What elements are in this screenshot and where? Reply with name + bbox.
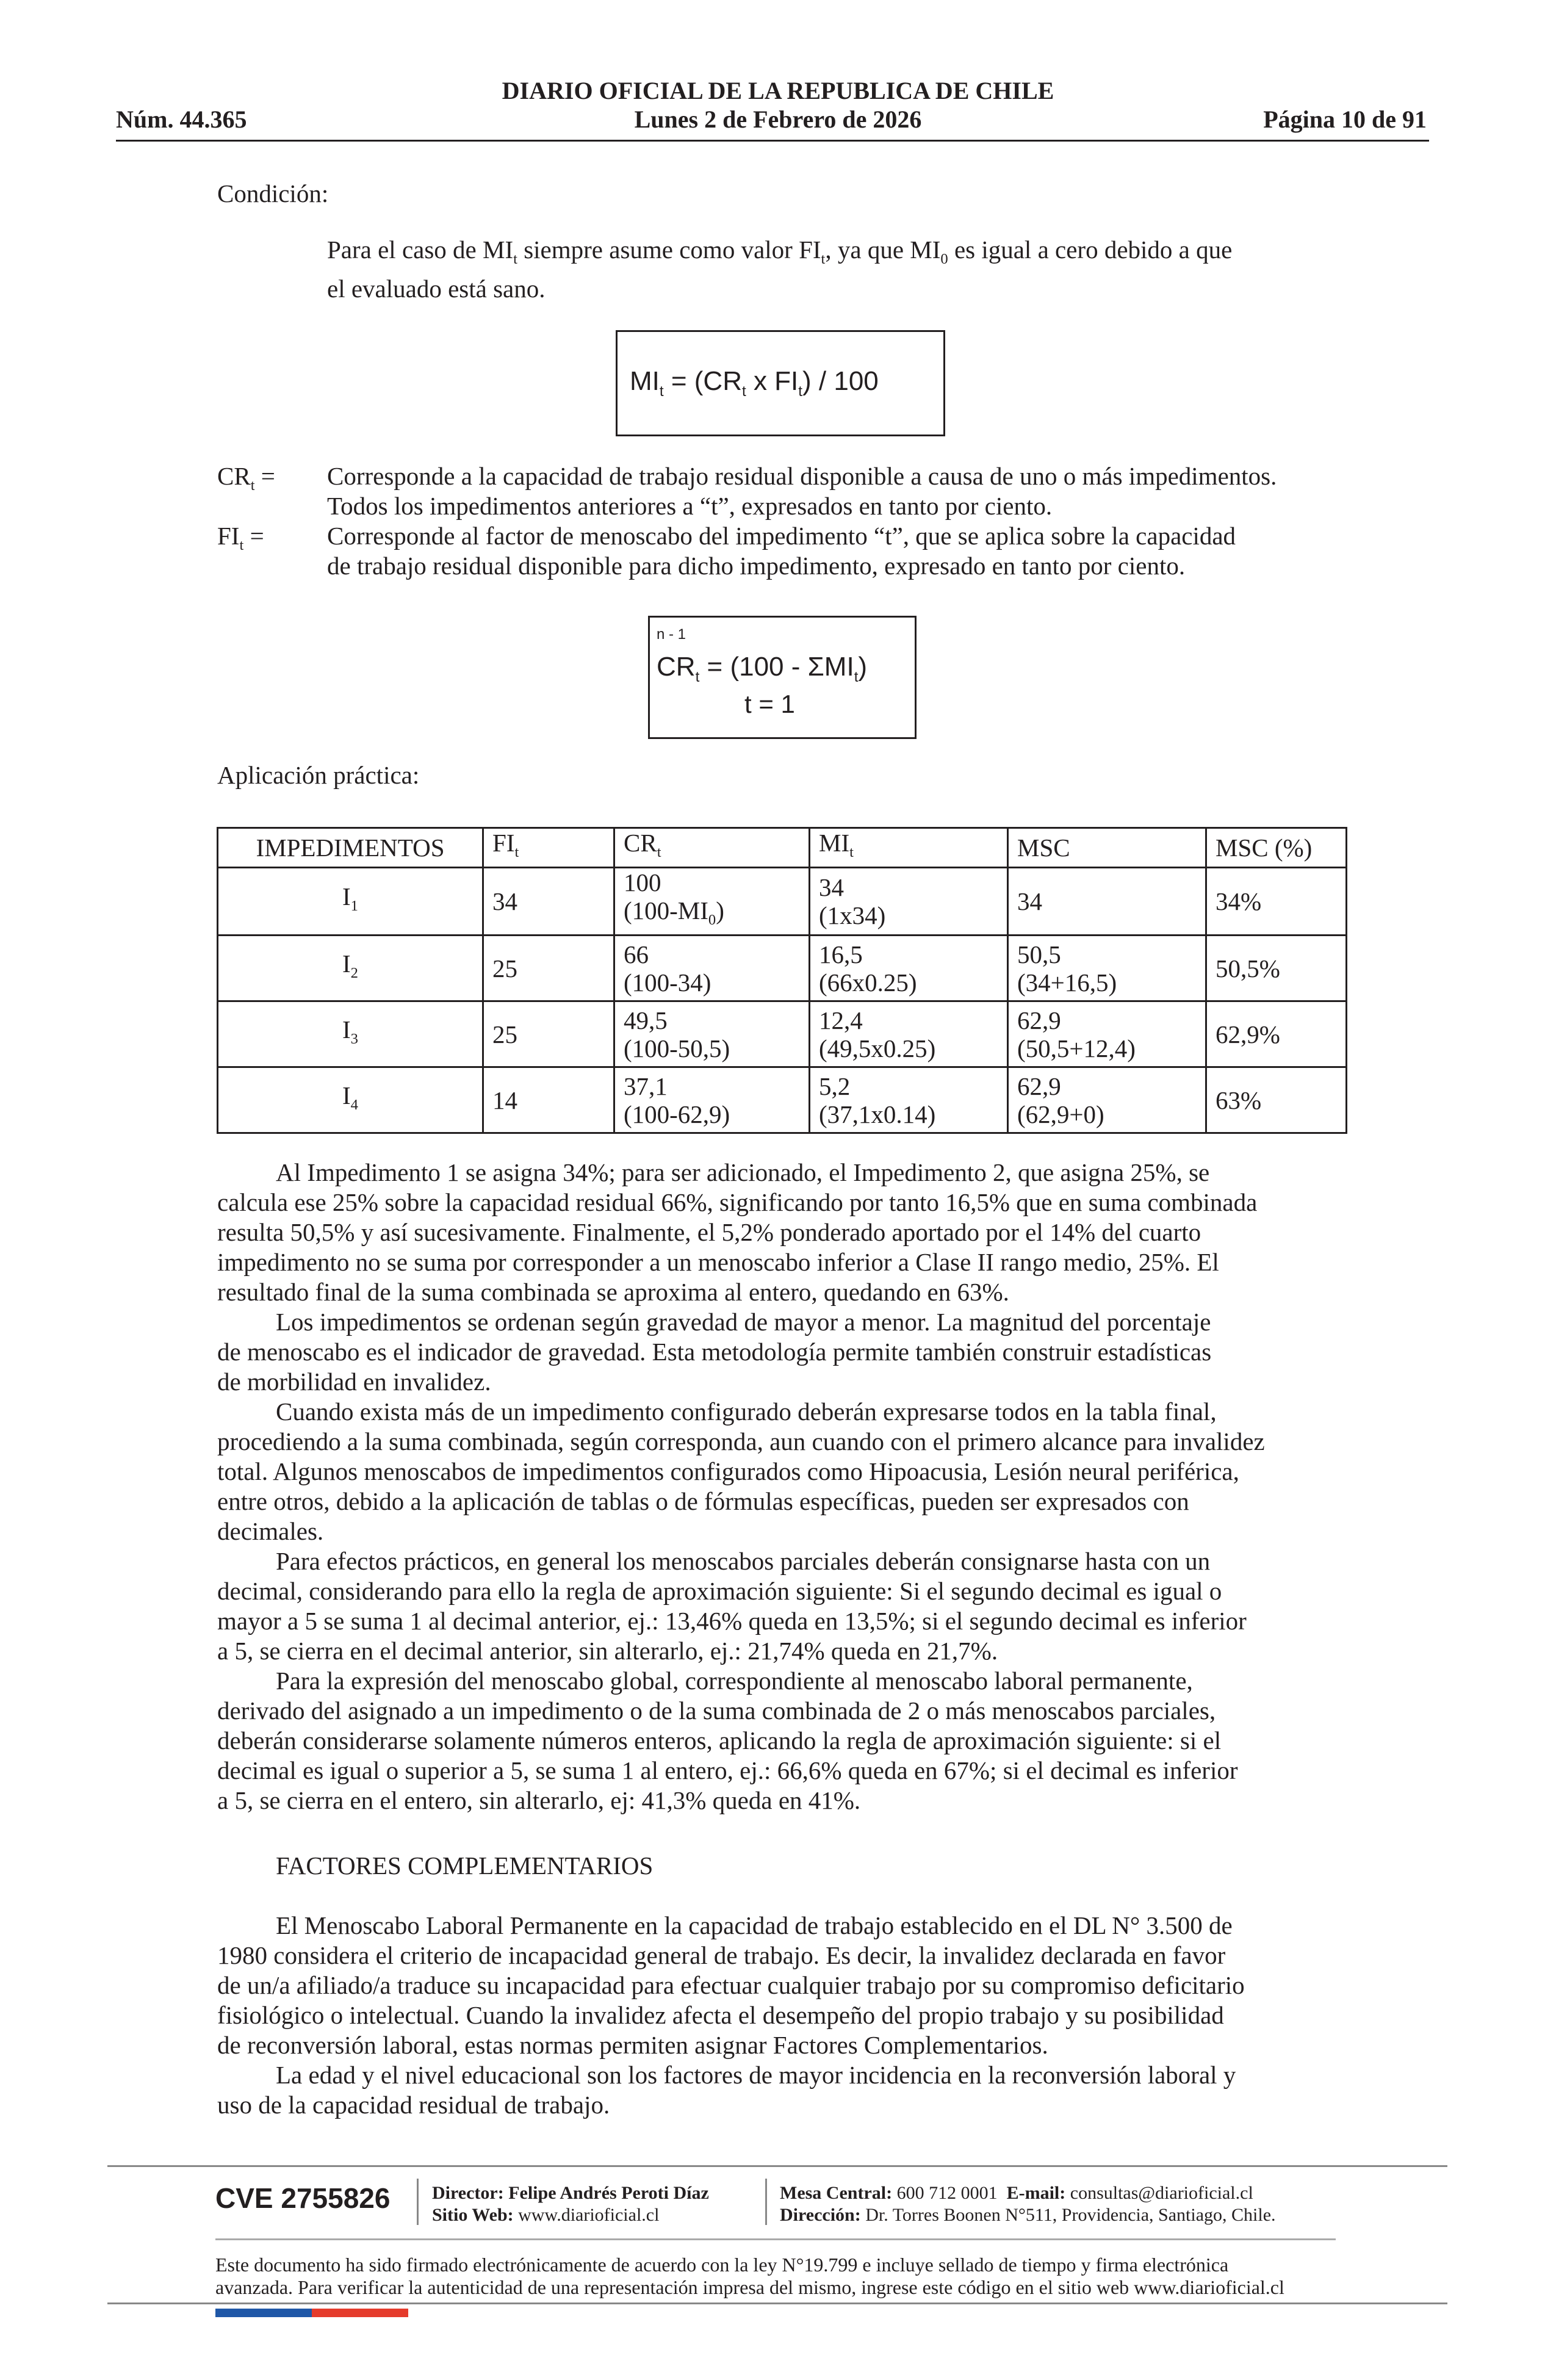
body-text xyxy=(217,1158,1343,1816)
fi-cell: 25 xyxy=(483,936,614,1001)
mi-cell: 5,2 (37,1x0.14) xyxy=(810,1067,1008,1133)
sum-upper-limit: n - 1 xyxy=(657,626,686,643)
sum-lower-limit: t = 1 xyxy=(744,690,795,718)
issue-number: Núm. 44.365 xyxy=(116,106,247,133)
header-mi: $MI_t$ xyxy=(810,828,1008,868)
cr-label: $CR_t$ = xyxy=(217,462,275,494)
table-row xyxy=(218,868,1347,936)
header-cr: $CR_t$ xyxy=(614,828,810,868)
footer-divider xyxy=(765,2179,767,2225)
fi-cell: 25 xyxy=(483,1001,614,1067)
impedimento-cell: $I_4$ xyxy=(218,1067,483,1133)
header-rule xyxy=(116,140,1429,142)
cve-code: CVE 2755826 xyxy=(215,2182,391,2214)
msc-percent-cell: 63% xyxy=(1206,1067,1347,1133)
paragraph: Cuando exista más de un impedimento configurado deberán expresarse todos en la tabla final, procediendo a la suma combinada, según corresponda, aun cuando con el primero alcance para invalidez total. Algunos menoscabos de impedimentos configurados como Hipoacusia, Lesión neural periférica, entre otros, debido a la aplicación de tablas o de fórmulas específicas, pueden ser expresados con decimales. xyxy=(217,1397,1265,1545)
aplicacion-label: Aplicación práctica: xyxy=(217,761,420,789)
formula-cr-box xyxy=(648,616,917,739)
footer-contact: Mesa Central: 600 712 0001 E-mail: consultas@diarioficial.cl Dirección: Dr. Torres Boonen N°511, Providencia, Santiago, Chile. xyxy=(780,2183,1276,2225)
formula-cr: $CR_t = (100 - \Sigma MI_t)$ xyxy=(657,652,868,685)
header-impedimentos: IMPEDIMENTOS xyxy=(218,828,483,868)
header-msc: MSC xyxy=(1008,828,1206,868)
table-header-row xyxy=(218,828,1347,868)
cr-cell: 66 (100-34) xyxy=(614,936,810,1001)
mi-cell: 16,5 (66x0.25) xyxy=(810,936,1008,1001)
footer-top-rule xyxy=(107,2165,1447,2167)
footer-mid-rule xyxy=(215,2238,1336,2240)
msc-percent-cell: 50,5% xyxy=(1206,936,1347,1001)
impedimento-cell: $I_1$ xyxy=(218,868,483,936)
table-row xyxy=(218,1067,1347,1133)
flag-stripe-red xyxy=(312,2309,408,2317)
msc-percent-cell: 34% xyxy=(1206,868,1347,936)
paragraph: Los impedimentos se ordenan según gravedad de mayor a menor. La magnitud del porcentaje de menoscabo es el indicador de gravedad. Esta metodología permite también construir estadísticas de morbilidad en invalidez. xyxy=(217,1308,1212,1396)
paragraph: Para efectos prácticos, en general los menoscabos parciales deberán consignarse hasta con un decimal, considerando para ello la regla de aproximación siguiente: Si el segundo decimal es igual o mayor a 5 se suma 1 al decimal anterior, ej.: 13,46% queda en 13,5%; si el segundo decimal es inferior a 5, se cierra en el decimal anterior, sin alterarlo, ej.: 21,74% queda en 21,7%. xyxy=(217,1547,1247,1665)
table-row xyxy=(218,936,1347,1001)
header-fi: $FI_t$ xyxy=(483,828,614,868)
footer-divider xyxy=(417,2179,419,2225)
msc-cell: 62,9 (62,9+0) xyxy=(1008,1067,1206,1133)
footer-director: Director: Felipe Andrés Peroti Díaz Sitio Web: www.diarioficial.cl xyxy=(432,2183,709,2225)
table-row xyxy=(218,1001,1347,1067)
cr-cell: 37,1 (100-62,9) xyxy=(614,1067,810,1133)
impedimento-cell: $I_2$ xyxy=(218,936,483,1001)
signature-note: Este documento ha sido firmado electrónicamente de acuerdo con la ley N°19.799 e incluye sellado de tiempo y firma electrónica avanzada. Para verificar la autenticidad de una representación impresa del mismo, ingrese este código en el sitio web www.diarioficial.cl xyxy=(215,2254,1284,2298)
formula-mi-box xyxy=(616,330,945,436)
formula-mi: $MI_t = (CR_t$ x $FI_t) / 100$ xyxy=(630,366,879,400)
footer-bottom-rule xyxy=(107,2302,1447,2304)
cr-cell: 100 $(100-MI_0)$ xyxy=(614,868,810,936)
paragraph: Para la expresión del menoscabo global, correspondiente al menoscabo laboral permanente, derivado del asignado a un impedimento o de la suma combinada de 2 o más menoscabos parciales, deberán considerarse solamente números enteros, aplicando la regla de aproximación siguiente: si el decimal es igual o superior a 5, se suma 1 al entero, ej.: 66,6% queda en 67%; si el decimal es inferior a 5, se cierra en el entero, sin alterarlo, ej: 41,3% queda en 41%. xyxy=(217,1667,1238,1814)
condicion-text: Para el caso de $MI_t$ siempre asume como valor $FI_t$, ya que $MI_0$ es igual a cero debido a que el evaluado está sano. xyxy=(327,236,1233,303)
msc-cell: 50,5 (34+16,5) xyxy=(1008,936,1206,1001)
msc-percent-cell: 62,9% xyxy=(1206,1001,1347,1067)
fi-label: $FI_t$ = xyxy=(217,522,264,554)
fi-cell: 14 xyxy=(483,1067,614,1133)
header-msc-percent: MSC (%) xyxy=(1206,828,1347,868)
paragraph: El Menoscabo Laboral Permanente en la capacidad de trabajo establecido en el DL N° 3.500 de 1980 considera el criterio de incapacidad general de trabajo. Es decir, la invalidez declarada en favor de un/a afiliado/a traduce su incapacidad para efectuar cualquier trabajo por su compromiso deficitario fisiológico o intelectual. Cuando la invalidez afecta el desempeño del propio trabajo y su posibilidad de reconversión laboral, estas normas permiten asignar Factores Complementarios. xyxy=(217,1911,1245,2059)
paragraph: La edad y el nivel educacional son los factores de mayor incidencia en la reconversión laboral y uso de la capacidad residual de trabajo. xyxy=(217,2061,1236,2119)
msc-cell: 34 xyxy=(1008,868,1206,936)
cr-definition: Corresponde a la capacidad de trabajo residual disponible a causa de uno o más impedimentos. Todos los impedimentos anteriores a “t”, expresados en tanto por ciento. xyxy=(327,462,1277,520)
condicion-label: Condición: xyxy=(217,179,329,207)
flag-stripe-blue xyxy=(215,2309,312,2317)
issue-date: Lunes 2 de Febrero de 2026 xyxy=(634,106,922,133)
impedimentos-table xyxy=(217,827,1347,1134)
newspaper-title: DIARIO OFICIAL DE LA REPUBLICA DE CHILE xyxy=(502,77,1054,104)
impedimento-cell: $I_3$ xyxy=(218,1001,483,1067)
fi-definition: Corresponde al factor de menoscabo del impedimento “t”, que se aplica sobre la capacidad de trabajo residual disponible para dicho impedimento, expresado en tanto por ciento. xyxy=(327,522,1236,580)
section-title: FACTORES COMPLEMENTARIOS xyxy=(276,1852,654,1880)
mi-cell: 12,4 (49,5x0.25) xyxy=(810,1001,1008,1067)
msc-cell: 62,9 (50,5+12,4) xyxy=(1008,1001,1206,1067)
fi-cell: 34 xyxy=(483,868,614,936)
cr-cell: 49,5 (100-50,5) xyxy=(614,1001,810,1067)
mi-cell: 34 (1x34) xyxy=(810,868,1008,936)
page-number: Página 10 de 91 xyxy=(1263,106,1427,133)
paragraph: Al Impedimento 1 se asigna 34%; para ser adicionado, el Impedimento 2, que asigna 25%, se calcula ese 25% sobre la capacidad residual 66%, significando por tanto 16,5% que en suma combinada resulta 50,5% y así sucesivamente. Finalmente, el 5,2% ponderado aportado por el 14% del cuarto impedimento no se suma por corresponder a un menoscabo inferior a Clase II rango medio, 25%. El resultado final de la suma combinada se aproxima al entero, quedando en 63%. xyxy=(217,1158,1258,1306)
body-text-2 xyxy=(217,1911,1343,2120)
